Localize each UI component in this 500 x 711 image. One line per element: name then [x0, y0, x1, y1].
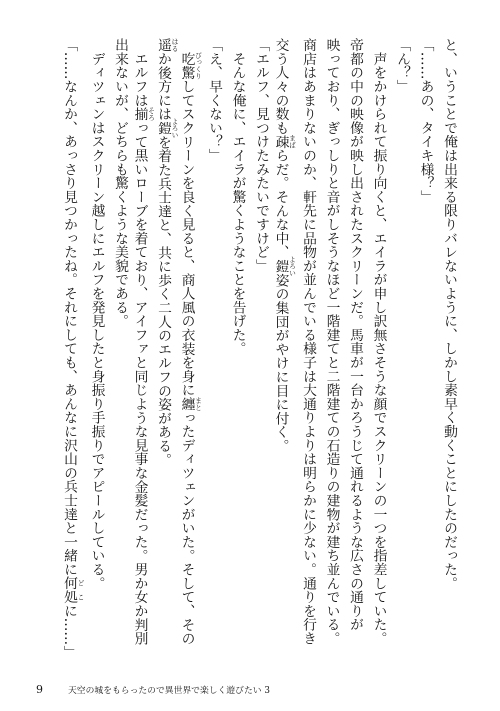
ruby-annotation	[178, 396, 202, 411]
ruby-annotation	[155, 117, 178, 139]
text-segment: してスクリーンを良く見ると、商人風の衣装を身に	[178, 79, 195, 397]
text-line	[296, 38, 320, 668]
text-segment: か後方には	[155, 51, 171, 121]
ruby-annotation	[272, 255, 296, 277]
ruby-reading: どこ	[76, 576, 84, 604]
text-line	[390, 38, 414, 668]
ruby-reading: そろ	[146, 107, 155, 121]
text-line	[413, 38, 437, 668]
ruby-base: 揃	[131, 107, 148, 121]
text-line	[225, 38, 249, 668]
text-segment: 「ん？」	[394, 38, 410, 94]
ruby-reading: よろい	[287, 255, 296, 277]
text-segment: エルフは	[131, 38, 148, 107]
running-title: 天空の城をもらったので異世界で楽しく遊びたい 3	[68, 686, 270, 696]
ruby-reading: よろい	[170, 117, 178, 139]
text-segment: 「……あの、タイキ様？」	[417, 38, 434, 204]
text-segment: 姿の集団がやけに目に付く。	[272, 273, 289, 453]
ruby-base: 遥	[155, 38, 171, 52]
text-segment: 映っており、ぎっしりと音がしそうなほど一階建てと二階建ての石造りの建物が建ち並んでいる。	[323, 38, 340, 646]
text-segment: 商店はあまりないのか、軒先に品物が並んでいる様子は大通りよりは明らかに少ない。通りを行き	[300, 38, 316, 646]
text-line	[84, 38, 108, 668]
ruby-annotation	[178, 51, 202, 80]
text-segment: 交う人々の数も	[272, 38, 289, 135]
ruby-reading: まと	[193, 396, 202, 411]
ruby-annotation	[272, 134, 296, 149]
text-segment: 声をかけられて振り向くと、エイラが申し訳無さそうな顔でスクリーンの一つを指差していた。	[370, 38, 387, 646]
text-line	[437, 38, 461, 668]
text-segment	[179, 38, 195, 52]
text-line	[272, 38, 296, 668]
page-body-text	[61, 38, 461, 668]
text-line	[319, 38, 343, 668]
page-number: 9	[36, 683, 43, 696]
text-segment: と、いうことで俺は出来る限りバレないように、しかし素早く動くことにしたのだった。	[441, 38, 457, 590]
text-segment: らだ。そんな中、	[272, 148, 289, 259]
text-line	[202, 38, 226, 668]
text-line	[343, 38, 367, 668]
ruby-reading: びっくり	[193, 51, 202, 80]
text-segment: って黒いローブを着ており、アイファと同じような見事な金髪だった。男か女か判別	[131, 120, 148, 646]
ruby-base: 吃驚	[178, 51, 195, 80]
text-segment: 帝都の中の映像が映し出されたスクリーンだ。馬車が一台かろうじて通れるような広さの通りが	[347, 38, 363, 632]
text-segment: 「……なんか、あっさり見つかったね。それにしても、あんなに沢山の兵士達と一緒に	[61, 38, 77, 577]
ruby-annotation	[155, 38, 178, 52]
text-segment: 「エルフ、見つけたみたいですけど」	[253, 38, 269, 273]
text-segment: 出来ないが、どちらも驚くような美貌である。	[112, 38, 128, 328]
ruby-base: 纏	[178, 396, 195, 411]
ruby-base: 疎	[272, 134, 289, 149]
text-segment: ったディツェンがいた。そして、その	[178, 410, 195, 646]
ruby-annotation	[61, 576, 84, 604]
text-line	[366, 38, 390, 668]
ruby-base: 何処	[61, 576, 77, 604]
text-segment: に……」	[61, 603, 77, 660]
ruby-reading: はる	[170, 38, 178, 52]
text-segment: 「え、早くない？」	[206, 38, 222, 163]
text-line	[178, 38, 202, 668]
text-segment: そんな俺に、エイラが驚くようなことを告げた。	[229, 38, 246, 356]
text-line	[61, 38, 85, 668]
ruby-reading: まば	[287, 134, 296, 149]
ruby-base: 鎧	[155, 117, 171, 139]
text-segment: を着た兵士達と、共に歩く二人のエルフの姿がある。	[155, 135, 171, 467]
text-segment: ディツェンはスクリーン越しにエルフを発見したと身振り手振りでアピールしている。	[88, 38, 105, 590]
ruby-annotation	[131, 107, 155, 121]
ruby-base: 鎧	[272, 255, 289, 277]
page-footer	[0, 682, 500, 700]
